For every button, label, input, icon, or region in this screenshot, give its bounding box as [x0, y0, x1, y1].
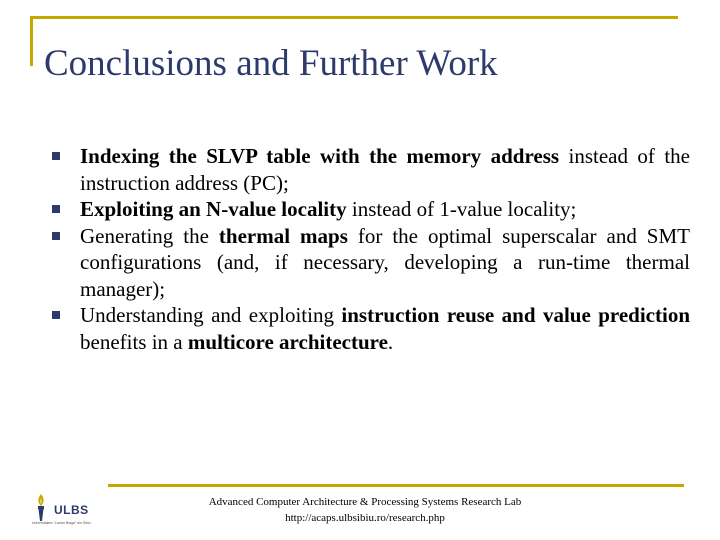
- bullet-text: instead of the instruction address (PC);: [80, 144, 690, 195]
- bullet-item: [52, 302, 690, 355]
- bullet-item: [52, 143, 690, 196]
- bullet-list: [52, 143, 690, 355]
- bullet-text: instead of 1-value locality;: [346, 197, 577, 221]
- bullet-text-bold: Exploiting an N-value locality: [80, 197, 347, 221]
- bullet-text: .: [387, 329, 394, 354]
- footer-url: http://acaps.ulbsibiu.ro/research.php: [285, 512, 445, 524]
- bullet-text: Generating the: [80, 223, 219, 248]
- footer-lab-name: Advanced Computer Architecture & Processing Systems Research Lab: [208, 496, 522, 508]
- bullet-square-icon: [52, 205, 60, 213]
- bullet-text-bold: instruction reuse and value prediction: [341, 303, 690, 327]
- bullet-item: [52, 223, 690, 303]
- slide-title: Conclusions and Further Work: [44, 43, 498, 84]
- footer-rule: [108, 484, 684, 487]
- frame-left-rule: [30, 16, 33, 66]
- bullet-text-bold: Indexing the SLVP table with the memory address: [80, 144, 560, 168]
- logo-subtitle: Universitatea "Lucian Blaga" din Sibiu: [32, 521, 91, 525]
- bullet-text: benefits in a: [80, 329, 188, 354]
- logo-text: ULBS: [54, 503, 89, 517]
- bullet-text-bold: multicore architecture: [187, 329, 388, 354]
- bullet-text: for the optimal superscalar and SMT configurations (and, if necessary, developing a run-time thermal manager);: [80, 223, 690, 301]
- bullet-item: [52, 196, 690, 223]
- bullet-text-bold: thermal maps: [218, 223, 348, 248]
- bullet-square-icon: [52, 152, 60, 160]
- frame-top-rule: [30, 16, 678, 19]
- torch-icon: [30, 492, 52, 522]
- bullet-text: Understanding and exploiting: [80, 303, 342, 327]
- ulbs-logo: [30, 492, 100, 530]
- bullet-square-icon: [52, 232, 60, 240]
- bullet-square-icon: [52, 311, 60, 319]
- footer: [120, 494, 610, 526]
